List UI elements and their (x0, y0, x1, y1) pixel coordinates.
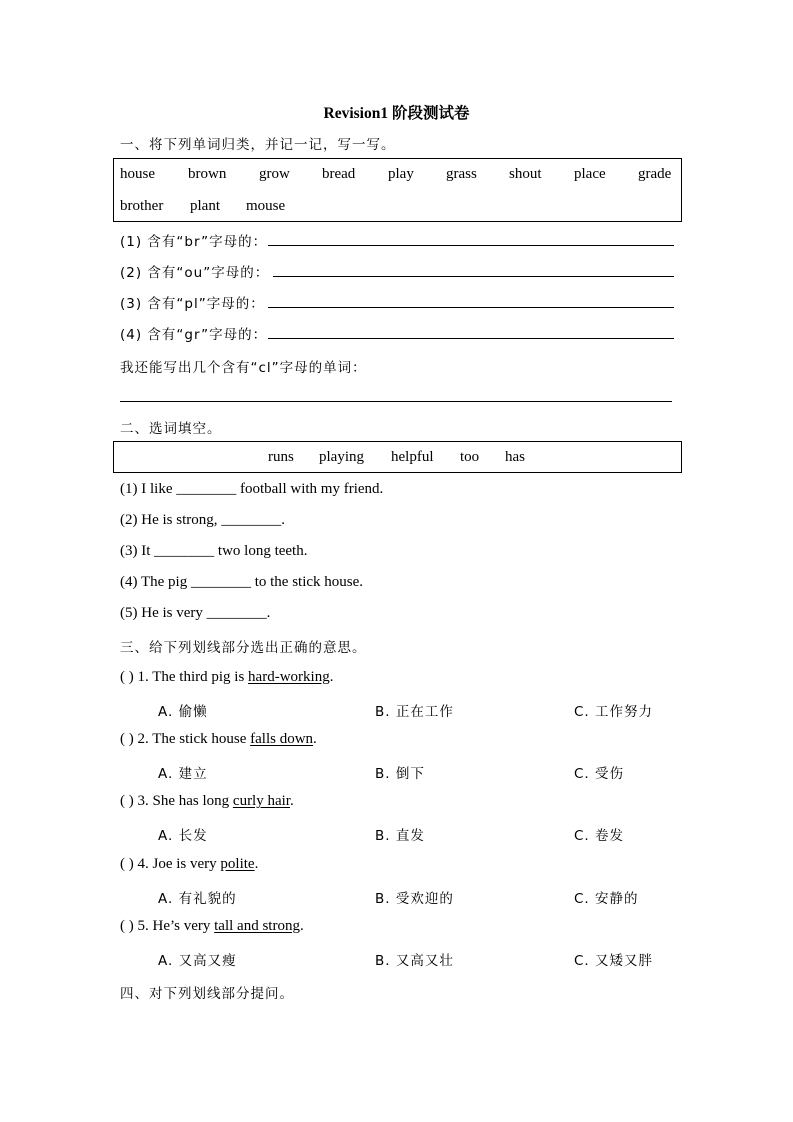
section3-heading: 三、给下列划线部分选出正确的意思。 (120, 640, 367, 656)
answer-line-3[interactable] (268, 307, 674, 308)
section2-word-box (113, 441, 682, 473)
word-has: has (505, 449, 525, 465)
answer-line-4[interactable] (268, 338, 674, 339)
question-1-underlined: hard-working (248, 669, 330, 685)
question-3-option-c[interactable]: C. 卷发 (574, 828, 625, 844)
question-4-option-b[interactable]: B. 受欢迎的 (375, 891, 454, 907)
section2-sentence-5: (5) He is very ________. (120, 605, 271, 621)
word-brother: brother (120, 198, 164, 214)
question-1-prefix: ( ) 1. The third pig is (120, 669, 249, 685)
section1-item-1: (1) 含有“br”字母的： (120, 234, 268, 250)
question-2-option-a[interactable]: A. 建立 (158, 766, 208, 782)
question-4-option-a[interactable]: A. 有礼貌的 (158, 891, 237, 907)
word-grass: grass (446, 166, 477, 182)
section2-sentence-3: (3) It ________ two long teeth. (120, 543, 308, 559)
word-playing: playing (319, 449, 364, 465)
question-5-prefix: ( ) 5. He’s very (120, 918, 215, 934)
word-helpful: helpful (391, 449, 434, 465)
question-4-suffix: . (254, 856, 259, 872)
answer-line-2[interactable] (273, 276, 674, 277)
question-4-option-c[interactable]: C. 安静的 (574, 891, 639, 907)
question-4-prefix: ( ) 4. Joe is very (120, 856, 221, 872)
page-title: Revision1 阶段测试卷 (323, 105, 470, 122)
section1-item-2: (2) 含有“ou”字母的： (120, 265, 270, 281)
question-1 (120, 669, 333, 686)
question-3 (120, 793, 294, 810)
section1-item-3: (3) 含有“pl”字母的： (120, 296, 265, 312)
question-1-option-a[interactable]: A. 偷懒 (158, 704, 208, 720)
question-3-suffix: . (289, 793, 294, 809)
answer-line-1[interactable] (268, 245, 674, 246)
word-place: place (574, 166, 606, 182)
word-grow: grow (259, 166, 290, 182)
question-2-option-c[interactable]: C. 受伤 (574, 766, 625, 782)
question-2 (120, 731, 317, 748)
section4-heading: 四、对下列划线部分提问。 (120, 986, 294, 1002)
question-2-option-b[interactable]: B. 倒下 (375, 766, 425, 782)
section2-sentence-1: (1) I like ________ football with my friend. (120, 481, 384, 497)
word-bread: bread (322, 166, 356, 182)
question-5-underlined: tall and strong (214, 918, 300, 934)
word-shout: shout (509, 166, 542, 182)
section2-sentence-2: (2) He is strong, ________. (120, 512, 285, 528)
question-4 (120, 856, 258, 873)
question-3-option-a[interactable]: A. 长发 (158, 828, 208, 844)
question-5-option-b[interactable]: B. 又高又壮 (375, 953, 454, 969)
question-3-underlined: curly hair (232, 793, 290, 809)
answer-line-extra[interactable] (120, 401, 672, 402)
word-mouse: mouse (246, 198, 286, 214)
question-1-option-b[interactable]: B. 正在工作 (375, 704, 454, 720)
word-house: house (120, 166, 155, 182)
word-brown: brown (188, 166, 227, 182)
section1-word-box (113, 158, 682, 222)
question-5-suffix: . (299, 918, 304, 934)
question-5-option-a[interactable]: A. 又高又瘦 (158, 953, 237, 969)
word-grade: grade (638, 166, 672, 182)
question-2-prefix: ( ) 2. The stick house (120, 731, 251, 747)
question-1-suffix: . (329, 669, 334, 685)
section2-sentence-4: (4) The pig ________ to the stick house. (120, 574, 364, 590)
word-plant: plant (190, 198, 220, 214)
question-1-option-c[interactable]: C. 工作努力 (574, 704, 654, 720)
section1-extra: 我还能写出几个含有“cl”字母的单词： (120, 360, 367, 376)
question-3-option-b[interactable]: B. 直发 (375, 828, 425, 844)
word-too: too (460, 449, 480, 465)
section2-heading: 二、选词填空。 (120, 421, 222, 437)
question-3-prefix: ( ) 3. She has long (120, 793, 233, 809)
section1-item-4: (4) 含有“gr”字母的： (120, 327, 268, 343)
word-play: play (388, 166, 414, 182)
section1-heading: 一、将下列单词归类，并记一记，写一写。 (120, 137, 396, 153)
question-5 (120, 918, 304, 935)
question-5-option-c[interactable]: C. 又矮又胖 (574, 953, 654, 969)
question-2-underlined: falls down (250, 731, 314, 747)
question-4-underlined: polite (220, 856, 255, 872)
question-2-suffix: . (313, 731, 317, 747)
word-runs: runs (268, 449, 294, 465)
